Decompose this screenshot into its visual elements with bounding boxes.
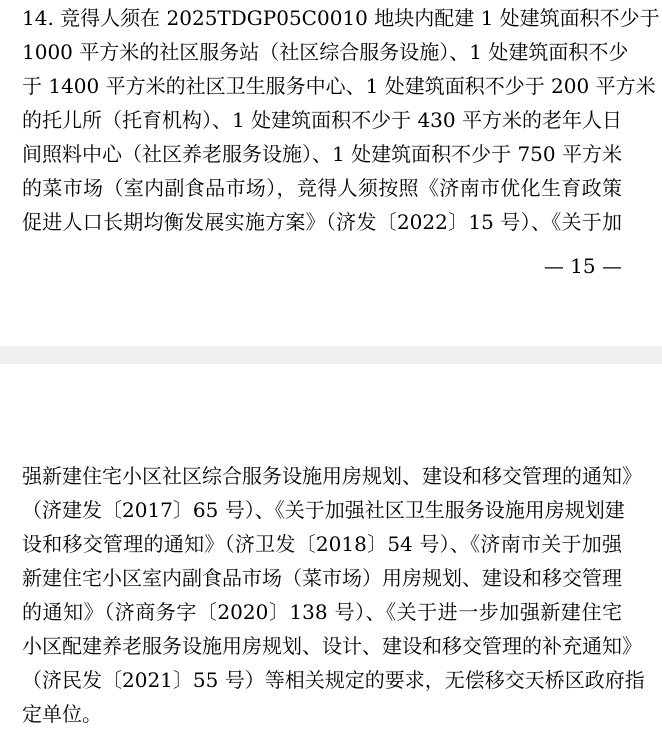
text-line: 1000 平方米的社区服务站（社区综合服务设施）、1 处建筑面积不少 [22, 40, 629, 64]
document-page-top [0, 0, 662, 346]
page-number: — 15 — [543, 254, 622, 278]
text-line: 的菜市场（室内副食品市场），竞得人须按照《济南市优化生育政策 [22, 176, 622, 200]
text-line: （济民发〔2021〕55 号）等相关规定的要求，无偿移交天桥区政府指 [22, 668, 645, 692]
text-line: 小区配建养老服务设施用房规划、设计、建设和移交管理的补充通知》 [22, 634, 642, 658]
page-separator [0, 346, 662, 364]
text-line: （济建发〔2017〕65 号）、《关于加强社区卫生服务设施用房规划建 [22, 498, 625, 522]
text-line: 的托儿所（托育机构）、1 处建筑面积不少于 430 平方米的老年人日 [22, 108, 622, 132]
text-line: 促进人口长期均衡发展实施方案》（济发〔2022〕15 号）、《关于加 [22, 210, 622, 234]
text-line: 的通知》（济商务字〔2020〕138 号）、《关于进一步加强新建住宅 [22, 600, 622, 624]
text-line: 间照料中心（社区养老服务设施）、1 处建筑面积不少于 750 平方米 [22, 142, 622, 166]
text-line: 14. 竞得人须在 2025TDGP05C0010 地块内配建 1 处建筑面积不少于 [22, 6, 660, 30]
document-page-bottom [0, 364, 662, 745]
text-line: 于 1400 平方米的社区卫生服务中心、1 处建筑面积不少于 200 平方米 [22, 74, 656, 98]
text-line: 强新建住宅小区社区综合服务设施用房规划、建设和移交管理的通知》 [22, 464, 642, 488]
text-line: 新建住宅小区室内副食品市场（菜市场）用房规划、建设和移交管理 [22, 566, 622, 590]
text-line: 设和移交管理的通知》（济卫发〔2018〕54 号）、《济南市关于加强 [22, 532, 622, 556]
text-line: 定单位。 [22, 702, 102, 726]
